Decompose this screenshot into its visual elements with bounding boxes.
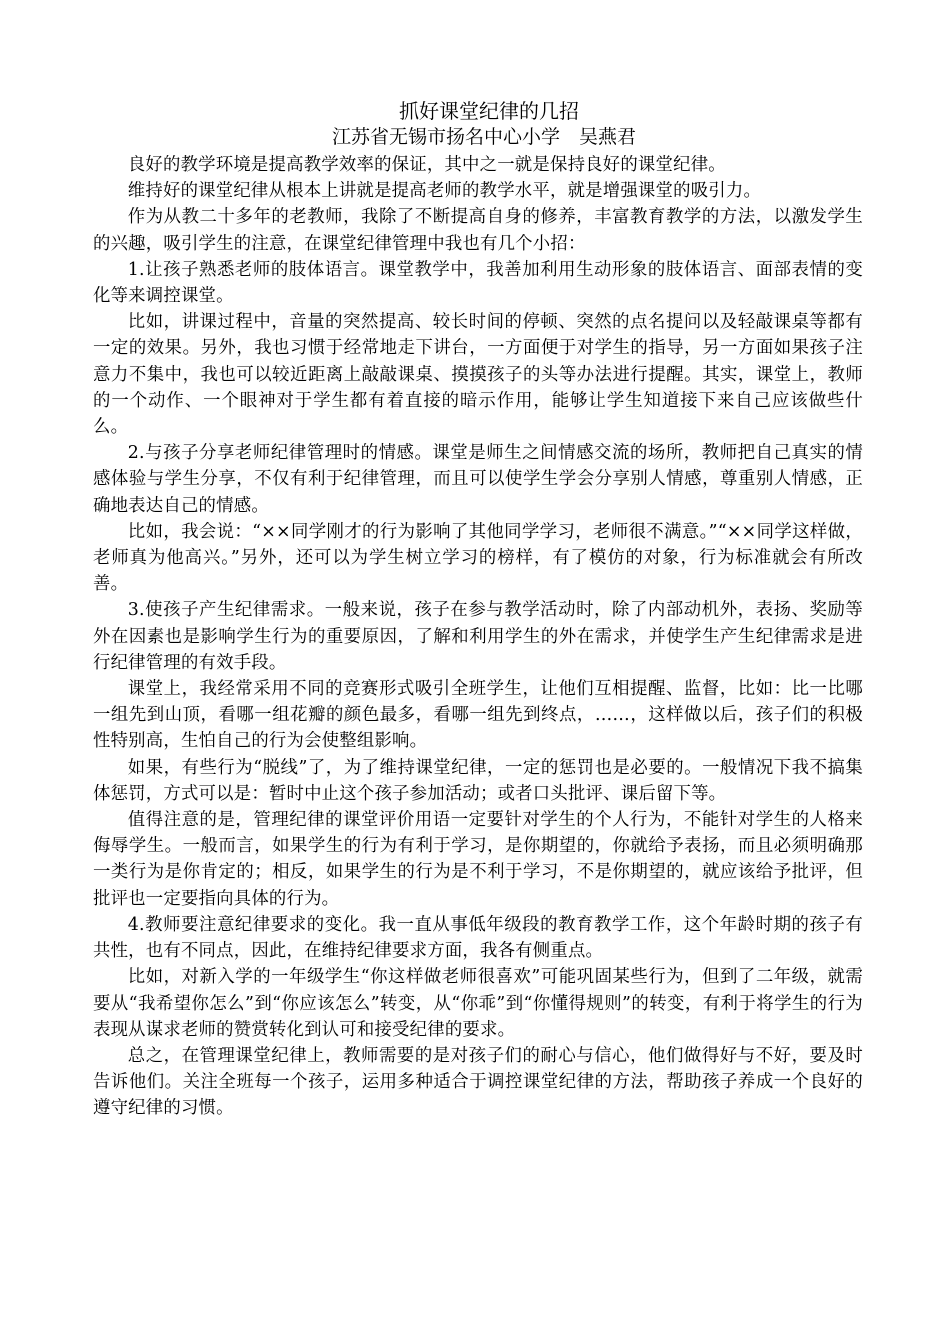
document-author: 江苏省无锡市扬名中心小学 吴燕君	[331, 126, 636, 148]
paragraph: 课堂上，我经常采用不同的竞赛形式吸引全班学生，让他们互相提醒、监督，比如：比一比哪一组先到山顶，看哪一组花瓣的颜色最多，看哪一组先到终点，……，这样做以后，孩子们的积极性特别高，生怕自己的行为会使整组影响。	[93, 679, 863, 752]
paragraph: 总之，在管理课堂纪律上，教师需要的是对孩子们的耐心与信心，他们做得好与不好，要及时告诉他们。关注全班每一个孩子，运用多种适合于调控课堂纪律的方法，帮助孩子养成一个良好的遵守纪律的习惯。	[93, 1045, 863, 1119]
paragraph: 3.使孩子产生纪律需求。一般来说，孩子在参与教学活动时，除了内部动机外，表扬、奖励等外在因素也是影响学生行为的重要原因，了解和利用学生的外在需求，并使学生产生纪律需求是进行纪律管理的有效手段。	[93, 600, 863, 673]
paragraph: 1.让孩子熟悉老师的肢体语言。课堂教学中，我善加利用生动形象的肢体语言、面部表情的变化等来调控课堂。	[93, 259, 863, 307]
paragraph: 比如，我会说：“××同学刚才的行为影响了其他同学学习，老师很不满意。”“××同学这样做，老师真为他高兴。”另外，还可以为学生树立学习的榜样，有了模仿的对象，行为标准就会有所改善。	[93, 521, 863, 595]
paragraph: 比如，对新入学的一年级学生“你这样做老师很喜欢”可能巩固某些行为，但到了二年级，就需要从“我希望你怎么”到“你应该怎么”转变，从“你乖”到“你懂得规则”的转变，有利于将学生的行为表现从谋求老师的赞赏转化到认可和接受纪律的要求。	[93, 967, 863, 1040]
document-page	[93, 98, 863, 1122]
document-body	[93, 152, 863, 1122]
paragraph: 值得注意的是，管理纪律的课堂评价用语一定要针对学生的个人行为，不能针对学生的人格来侮辱学生。一般而言，如果学生的行为有利于学习，是你期望的，你就给予表扬，而且必须明确那一类行为是你肯定的；相反，如果学生的行为是不利于学习，不是你期望的，就应该给予批评，但批评也一定要指向具体的行为。	[93, 810, 863, 909]
paragraph: 4.教师要注意纪律要求的变化。我一直从事低年级段的教育教学工作，这个年龄时期的孩子有共性，也有不同点，因此，在维持纪律要求方面，我各有侧重点。	[93, 914, 863, 962]
paragraph: 维持好的课堂纪律从根本上讲就是提高老师的教学水平，就是增强课堂的吸引力。	[127, 181, 762, 202]
paragraph: 良好的教学环境是提高教学效率的保证，其中之一就是保持良好的课堂纪律。	[127, 155, 726, 175]
paragraph: 比如，讲课过程中，音量的突然提高、较长时间的停顿、突然的点名提问以及轻敲课桌等都有一定的效果。另外，我也习惯于经常地走下讲台，一方面便于对学生的指导，另一方面如果孩子注意力不集中，我也可以较近距离上敲敲课桌、摸摸孩子的头等办法进行提醒。其实，课堂上，教师的一个动作、一个眼神对于学生都有着直接的暗示作用，能够让学生知道接下来自己应该做些什么。	[93, 312, 863, 438]
paragraph: 如果，有些行为“脱线”了，为了维持课堂纪律，一定的惩罚也是必要的。一般情况下我不搞集体惩罚，方式可以是：暂时中止这个孩子参加活动；或者口头批评、课后留下等。	[93, 757, 863, 804]
document-title: 抓好课堂纪律的几招	[399, 99, 579, 123]
paragraph: 2.与孩子分享老师纪律管理时的情感。课堂是师生之间情感交流的场所，教师把自己真实的情感体验与学生分享，不仅有利于纪律管理，而且可以使学生学会分享别人情感，尊重别人情感，正确地表达自己的情感。	[93, 443, 863, 516]
paragraph: 作为从教二十多年的老教师，我除了不断提高自身的修养，丰富教育教学的方法，以激发学生的兴趣，吸引学生的注意，在课堂纪律管理中我也有几个小招：	[93, 207, 863, 254]
